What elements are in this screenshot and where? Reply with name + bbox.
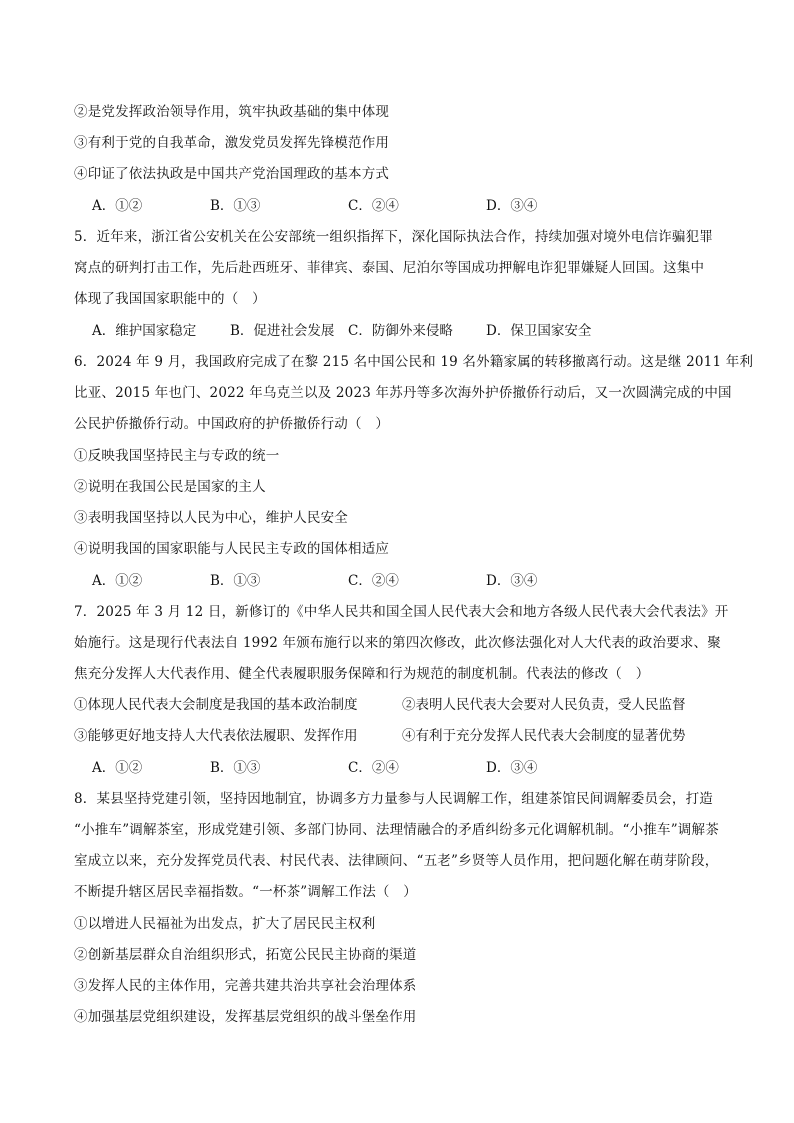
- q8-stem-line-4: 不断提升辖区居民幸福指数。“一杯茶”调解工作法（ ）: [74, 884, 418, 900]
- q7-option-b[interactable]: B．①③: [210, 760, 261, 776]
- q8-stem-line-3: 室成立以来，充分发挥党员代表、村民代表、法律顾问、“五老”乡贤等人员作用，把问题化解在萌芽阶段，: [74, 853, 719, 869]
- q7-statement-4: ④有利于充分发挥人民代表大会制度的显著优势: [402, 728, 686, 744]
- q4-statement-2: ②是党发挥政治领导作用，筑牢执政基础的集中体现: [74, 104, 390, 120]
- q4-option-d[interactable]: D．③④: [486, 198, 538, 214]
- q5-option-d[interactable]: D．保卫国家安全: [486, 323, 592, 339]
- q5-option-a[interactable]: A．维护国家稳定: [92, 323, 197, 339]
- q5-stem-line-2: 窝点的研判打击工作，先后赴西班牙、菲律宾、泰国、尼泊尔等国成功押解电诈犯罪嫌疑人回国。这集中: [74, 260, 705, 276]
- q4-statement-4: ④印证了依法执政是中国共产党治国理政的基本方式: [74, 166, 390, 182]
- q6-stem-line-3: 公民护侨撤侨行动。中国政府的护侨撤侨行动（ ）: [74, 416, 390, 432]
- q7-statement-3: ③能够更好地支持人大代表依法履职、发挥作用: [74, 728, 358, 744]
- q7-option-c[interactable]: C．②④: [348, 760, 399, 776]
- q6-statement-3: ③表明我国坚持以人民为中心，维护人民安全: [74, 510, 348, 526]
- q6-statement-4: ④说明我国的国家职能与人民民主专政的国体相适应: [74, 541, 390, 557]
- q8-statement-1: ①以增进人民福祉为出发点，扩大了居民民主权利: [74, 916, 376, 932]
- q8-stem-line-1: 8．某县坚持党建引领，坚持因地制宜，协调多方力量参与人民调解工作，组建茶馆民间调解委员会，打造: [74, 791, 713, 807]
- q7-stem-line-3: 焦充分发挥人大代表作用、健全代表履职服务保障和行为规范的制度机制。代表法的修改（ ）: [74, 666, 650, 682]
- q6-option-a[interactable]: A．①②: [92, 573, 143, 589]
- q6-option-d[interactable]: D．③④: [486, 573, 538, 589]
- q5-option-c[interactable]: C．防御外来侵略: [348, 323, 453, 339]
- q6-statement-2: ②说明在我国公民是国家的主人: [74, 479, 266, 495]
- q5-stem-line-1: 5．近年来，浙江省公安机关在公安部统一组织指挥下，深化国际执法合作，持续加强对境外电信诈骗犯罪: [74, 229, 713, 245]
- q6-option-b[interactable]: B．①③: [210, 573, 261, 589]
- q6-stem-line-1: 6．2024 年 9 月，我国政府完成了在黎 215 名中国公民和 19 名外籍家属的转移撤离行动。这是继 2011 年利: [74, 354, 754, 370]
- q7-statement-1: ①体现人民代表大会制度是我国的基本政治制度: [74, 697, 358, 713]
- q7-statement-2: ②表明人民代表大会要对人民负责，受人民监督: [402, 697, 686, 713]
- q6-option-c[interactable]: C．②④: [348, 573, 399, 589]
- q7-stem-line-1: 7．2025 年 3 月 12 日，新修订的《中华人民共和国全国人民代表大会和地方各级人民代表大会代表法》开: [74, 604, 729, 620]
- q8-stem-line-2: “小推车”调解茶室，形成党建引领、多部门协同、法理情融合的矛盾纠纷多元化调解机制。“小推车”调解茶: [74, 822, 719, 838]
- q6-stem-line-2: 比亚、2015 年也门、2022 年乌克兰以及 2023 年苏丹等多次海外护侨撤侨行动后，又一次圆满完成的中国: [74, 385, 732, 401]
- q5-option-b[interactable]: B．促进社会发展: [230, 323, 335, 339]
- q8-statement-2: ②创新基层群众自治组织形式，拓宽公民民主协商的渠道: [74, 947, 417, 963]
- q5-stem-line-3: 体现了我国国家职能中的（ ）: [74, 291, 266, 307]
- q4-option-b[interactable]: B．①③: [210, 198, 261, 214]
- q8-statement-3: ③发挥人民的主体作用，完善共建共治共享社会治理体系: [74, 978, 417, 994]
- q4-option-a[interactable]: A．①②: [92, 198, 143, 214]
- q7-stem-line-2: 始施行。这是现行代表法自 1992 年颁布施行以来的第四次修改，此次修法强化对人大代表的政治要求、聚: [74, 635, 721, 651]
- q8-statement-4: ④加强基层党组织建设，发挥基层党组织的战斗堡垒作用: [74, 1009, 417, 1025]
- q7-option-d[interactable]: D．③④: [486, 760, 538, 776]
- q4-option-c[interactable]: C．②④: [348, 198, 399, 214]
- q4-statement-3: ③有利于党的自我革命，激发党员发挥先锋模范作用: [74, 135, 390, 151]
- q7-option-a[interactable]: A．①②: [92, 760, 143, 776]
- q6-statement-1: ①反映我国坚持民主与专政的统一: [74, 448, 280, 464]
